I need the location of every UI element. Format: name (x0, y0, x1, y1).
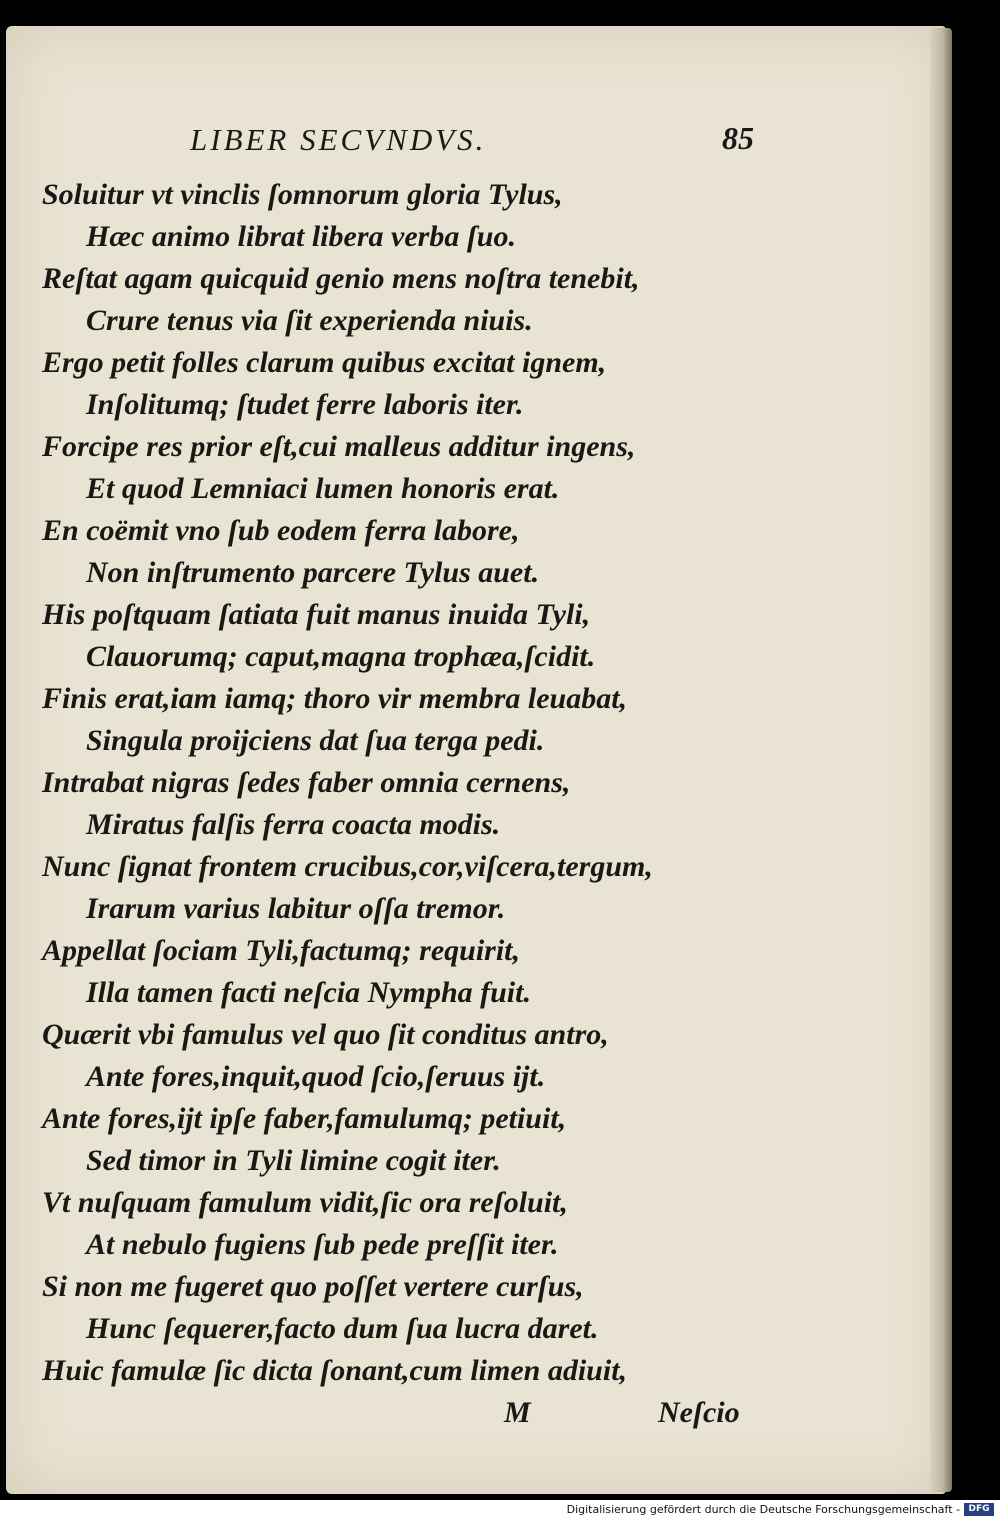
pentameter-line: Hæc animo librat libera verba ſuo. (86, 220, 516, 253)
pentameter-line: Non inſtrumento parcere Tylus auet. (86, 556, 540, 589)
pentameter-line: Ante fores,inquit,quod ſcio,ſeruus ijt. (86, 1060, 546, 1093)
hexameter-line: Ante fores,ijt ipſe faber,famulumq; petiuit, (42, 1102, 567, 1135)
hexameter-line: Nunc ſignat frontem crucibus,cor,viſcera,tergum, (42, 850, 653, 883)
catchword: Neſcio (658, 1396, 740, 1429)
funding-text: Digitalisierung gefördert durch die Deutsche Forschungsgemeinschaft - (566, 1503, 960, 1516)
hexameter-line: Quærit vbi famulus vel quo ſit conditus antro, (42, 1018, 609, 1051)
pentameter-line: Irarum varius labitur oſſa tremor. (86, 892, 506, 925)
hexameter-line: Ergo petit folles clarum quibus excitat ignem, (42, 346, 607, 379)
hexameter-line: His poſtquam ſatiata fuit manus inuida Tyli, (42, 598, 591, 631)
pentameter-line: Crure tenus via ſit experienda niuis. (86, 304, 533, 337)
hexameter-line: Intrabat nigras ſedes faber omnia cernens, (42, 766, 571, 799)
pentameter-line: Clauorumq; caput,magna trophæa,ſcidit. (86, 640, 596, 673)
verse-block (6, 174, 946, 1392)
hexameter-line: Reſtat agam quicquid genio mens noſtra tenebit, (42, 262, 640, 295)
page-edge (930, 28, 952, 1492)
pentameter-line: Singula proijciens dat ſua terga pedi. (86, 724, 545, 757)
pentameter-line: Hunc ſequerer,facto dum ſua lucra daret. (86, 1312, 599, 1345)
hexameter-line: Huic famulæ ſic dicta ſonant,cum limen adiuit, (42, 1354, 628, 1387)
pentameter-line: Et quod Lemniaci lumen honoris erat. (86, 472, 560, 505)
hexameter-line: Forcipe res prior eſt,cui malleus additur ingens, (42, 430, 636, 463)
book-page (6, 26, 946, 1494)
pentameter-line: Miratus falſis ferra coacta modis. (86, 808, 501, 841)
running-head: LIBER SECVNDVS. (190, 122, 487, 157)
pentameter-line: Illa tamen facti neſcia Nympha fuit. (86, 976, 531, 1009)
hexameter-line: Appellat ſociam Tyli,factumq; requirit, (42, 934, 521, 967)
hexameter-line: Finis erat,iam iamq; thoro vir membra leuabat, (42, 682, 628, 715)
hexameter-line: Soluitur vt vinclis ſomnorum gloria Tylus, (42, 178, 563, 211)
pentameter-line: Inſolitumq; ſtudet ferre laboris iter. (86, 388, 524, 421)
hexameter-line: Vt nuſquam famulum vidit,ſic ora reſoluit, (42, 1186, 568, 1219)
dfg-logo: DFG (964, 1503, 994, 1516)
hexameter-line: En coëmit vno ſub eodem ferra labore, (42, 514, 520, 547)
signature-mark: M (504, 1396, 531, 1429)
hexameter-line: Si non me fugeret quo poſſet vertere curſus, (42, 1270, 584, 1303)
page-number: 85 (722, 120, 754, 156)
pentameter-line: Sed timor in Tyli limine cogit iter. (86, 1144, 501, 1177)
pentameter-line: At nebulo fugiens ſub pede preſſit iter. (86, 1228, 559, 1261)
funding-bar (0, 1500, 1000, 1520)
